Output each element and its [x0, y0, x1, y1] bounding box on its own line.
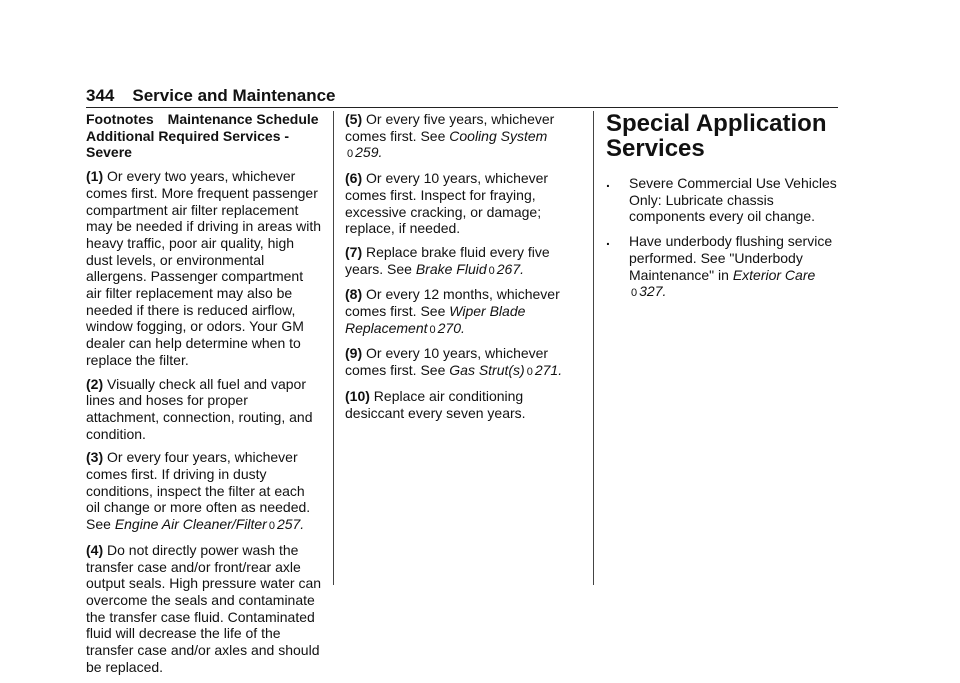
list-item: . Severe Commercial Use Vehicles Only: Lubricate chassis components every oil change. [606, 174, 837, 225]
bullet-icon: . [606, 232, 610, 249]
page-reference[interactable]: 327 [639, 283, 663, 300]
footnote-2: (2) Visually check all fuel and vapor lines and hoses for proper attachment, connection, routing, and condition. [86, 375, 313, 442]
section-title: Service and Maintenance [132, 86, 336, 105]
special-services-list [606, 175, 842, 302]
page-reference[interactable]: 270 [437, 319, 461, 336]
page-ref-icon: 0 [631, 287, 638, 300]
cross-reference-link[interactable]: Cooling System [449, 127, 548, 144]
cross-reference-link[interactable]: Engine Air Cleaner/Filter [114, 516, 267, 533]
page-header [86, 83, 838, 108]
page-number: 344 [86, 86, 115, 105]
cross-reference-link[interactable]: Exterior Care [732, 266, 816, 283]
footnote-9: (9) Or every 10 years, whichever comes first. See Gas Strut(s) 0 271. [345, 345, 563, 379]
footnote-7: (7) Replace brake fluid every five years. See Brake Fluid 0 267. [345, 243, 550, 277]
bullet-icon: . [606, 174, 610, 190]
list-item: . Have underbody flushing service performed. See "Underbody Maintenance" in Exterior Care 0 327. [606, 232, 833, 300]
footnote-10: (10) Replace air conditioning desiccant every seven years. [345, 387, 526, 421]
footnote-4: (4) Do not directly power wash the transfer case and/or front/rear axle output seals. High pressure water can overcome the seals and contaminate the transfer case fluid. Contaminated fluid will decrease the life of the transfer case and/or axles and should be replaced. [86, 541, 322, 675]
cross-reference-link[interactable]: Gas Strut(s) [449, 362, 525, 379]
page-ref-icon: 0 [347, 148, 354, 161]
column-3 [606, 111, 842, 310]
section-heading: Special Application Services [606, 110, 827, 162]
footnotes-heading: Footnotes Maintenance Schedule Additional Required Services - Severe [86, 111, 319, 161]
column-1 [86, 111, 322, 683]
footnote-5: (5) Or every five years, whichever comes first. See Cooling System 0 259. [345, 111, 555, 161]
page-reference[interactable]: 267 [496, 260, 521, 277]
column-divider [593, 111, 594, 585]
cross-reference-link[interactable]: Brake Fluid [415, 260, 487, 277]
page-ref-icon: 0 [429, 323, 436, 336]
page-reference[interactable]: 259 [355, 144, 379, 161]
footnote-6: (6) Or every 10 years, whichever comes first. Inspect for fraying, excessive cracking, or damage; replace, if needed. [345, 170, 549, 237]
page-ref-icon: 0 [488, 264, 495, 277]
page-ref-icon: 0 [268, 520, 275, 533]
footnote-3: (3) Or every four years, whichever comes first. If driving in dusty conditions, inspect the filter at each oil change or more often as needed. See Engine Air Cleaner/Filter 0 257. [86, 449, 311, 533]
cross-reference-link[interactable]: Wiper Blade Replacement [345, 303, 526, 336]
column-divider [333, 111, 334, 585]
footnote-1: (1) Or every two years, whichever comes first. More frequent passenger compartment air filter replacement may be needed if driving in areas with heavy traffic, poor air quality, high dust levels, or environmental allergens. Passenger compartment air filter replacement may also be needed if there is reduced airflow, window fogging, or odors. Your GM dealer can help determine when to replace the filter. [86, 168, 322, 368]
page-reference[interactable]: 257 [276, 516, 301, 533]
page-ref-icon: 0 [526, 366, 533, 379]
footnote-8: (8) Or every 12 months, whichever comes first. See Wiper Blade Replacement 0 270. [345, 286, 560, 336]
page-reference[interactable]: 271 [534, 362, 559, 379]
column-2 [345, 111, 581, 428]
